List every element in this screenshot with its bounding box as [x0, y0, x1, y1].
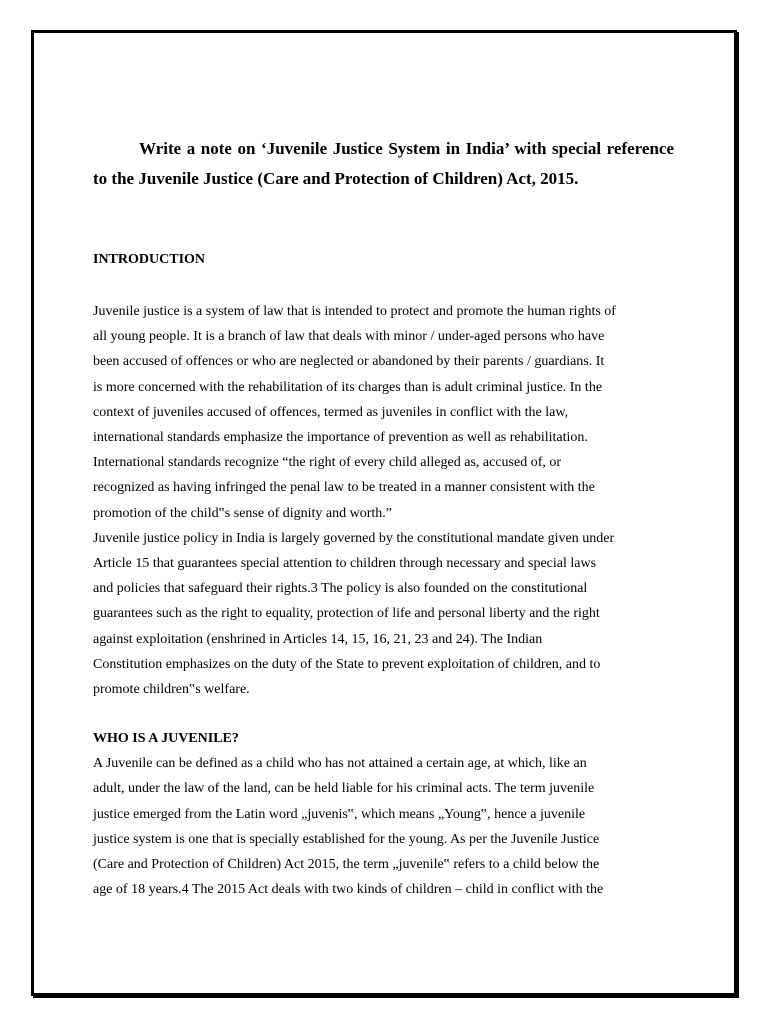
text-line: Article 15 that guarantees special attention to children through necessary and special laws	[93, 556, 597, 572]
text-line: all young people. It is a branch of law that deals with minor / under-aged persons who have	[93, 329, 605, 345]
text-line: justice system is one that is specially established for the young. As per the Juvenile Justice	[93, 831, 600, 847]
text-line: Constitution emphasizes on the duty of the State to prevent exploitation of children, and to	[93, 656, 601, 672]
paragraph-introduction-1	[93, 299, 674, 526]
text-line: International standards recognize “the right of every child alleged as, accused of, or	[93, 455, 562, 471]
text-line: (Care and Protection of Children) Act 2015, the term „juvenile‟ refers to a child below the	[93, 857, 600, 873]
paragraph-juvenile-1	[93, 751, 674, 902]
text-line: recognized as having infringed the penal law to be treated in a manner consistent with the	[93, 480, 595, 496]
paragraph-introduction-2	[93, 526, 674, 702]
section-heading-who-is-a-juvenile: WHO IS A JUVENILE?	[93, 731, 239, 747]
text-line: Juvenile justice is a system of law that is intended to protect and promote the human rights of	[93, 304, 616, 319]
text-line: age of 18 years.4 The 2015 Act deals with two kinds of children – child in conflict with the	[93, 882, 604, 898]
text-line: adult, under the law of the land, can be held liable for his criminal acts. The term juvenile	[93, 781, 595, 797]
text-line: promote children‟s welfare.	[93, 682, 250, 698]
text-line: justice emerged from the Latin word „juvenis‟, which means „Young‟, hence a juvenile	[93, 806, 586, 822]
text-line: guarantees such as the right to equality, protection of life and personal liberty and the right	[93, 606, 600, 622]
text-line: and policies that safeguard their rights.3 The policy is also founded on the constitutional	[93, 581, 588, 597]
section-heading-introduction: INTRODUCTION	[93, 252, 206, 267]
text-line: Juvenile justice policy in India is largely governed by the constitutional mandate given under	[93, 530, 615, 546]
text-line: international standards emphasize the importance of prevention as well as rehabilitation.	[93, 430, 588, 446]
document-title: Write a note on ‘Juvenile Justice System in India’ with special reference to the Juvenile Justice (Care and Protection of Children) Act, 2015.	[93, 139, 674, 188]
text-line: A Juvenile can be defined as a child who has not attained a certain age, at which, like an	[93, 756, 587, 772]
text-line: been accused of offences or who are neglected or abandoned by their parents / guardians. It	[93, 354, 605, 370]
text-line: context of juveniles accused of offences, termed as juveniles in conflict with the law,	[93, 404, 569, 420]
text-line: is more concerned with the rehabilitation of its charges than is adult criminal justice. In the	[93, 379, 603, 395]
document-body	[93, 134, 674, 902]
text-line: against exploitation (enshrined in Articles 14, 15, 16, 21, 23 and 24). The Indian	[93, 631, 543, 647]
text-line: promotion of the child‟s sense of dignity and worth.”	[93, 505, 392, 521]
